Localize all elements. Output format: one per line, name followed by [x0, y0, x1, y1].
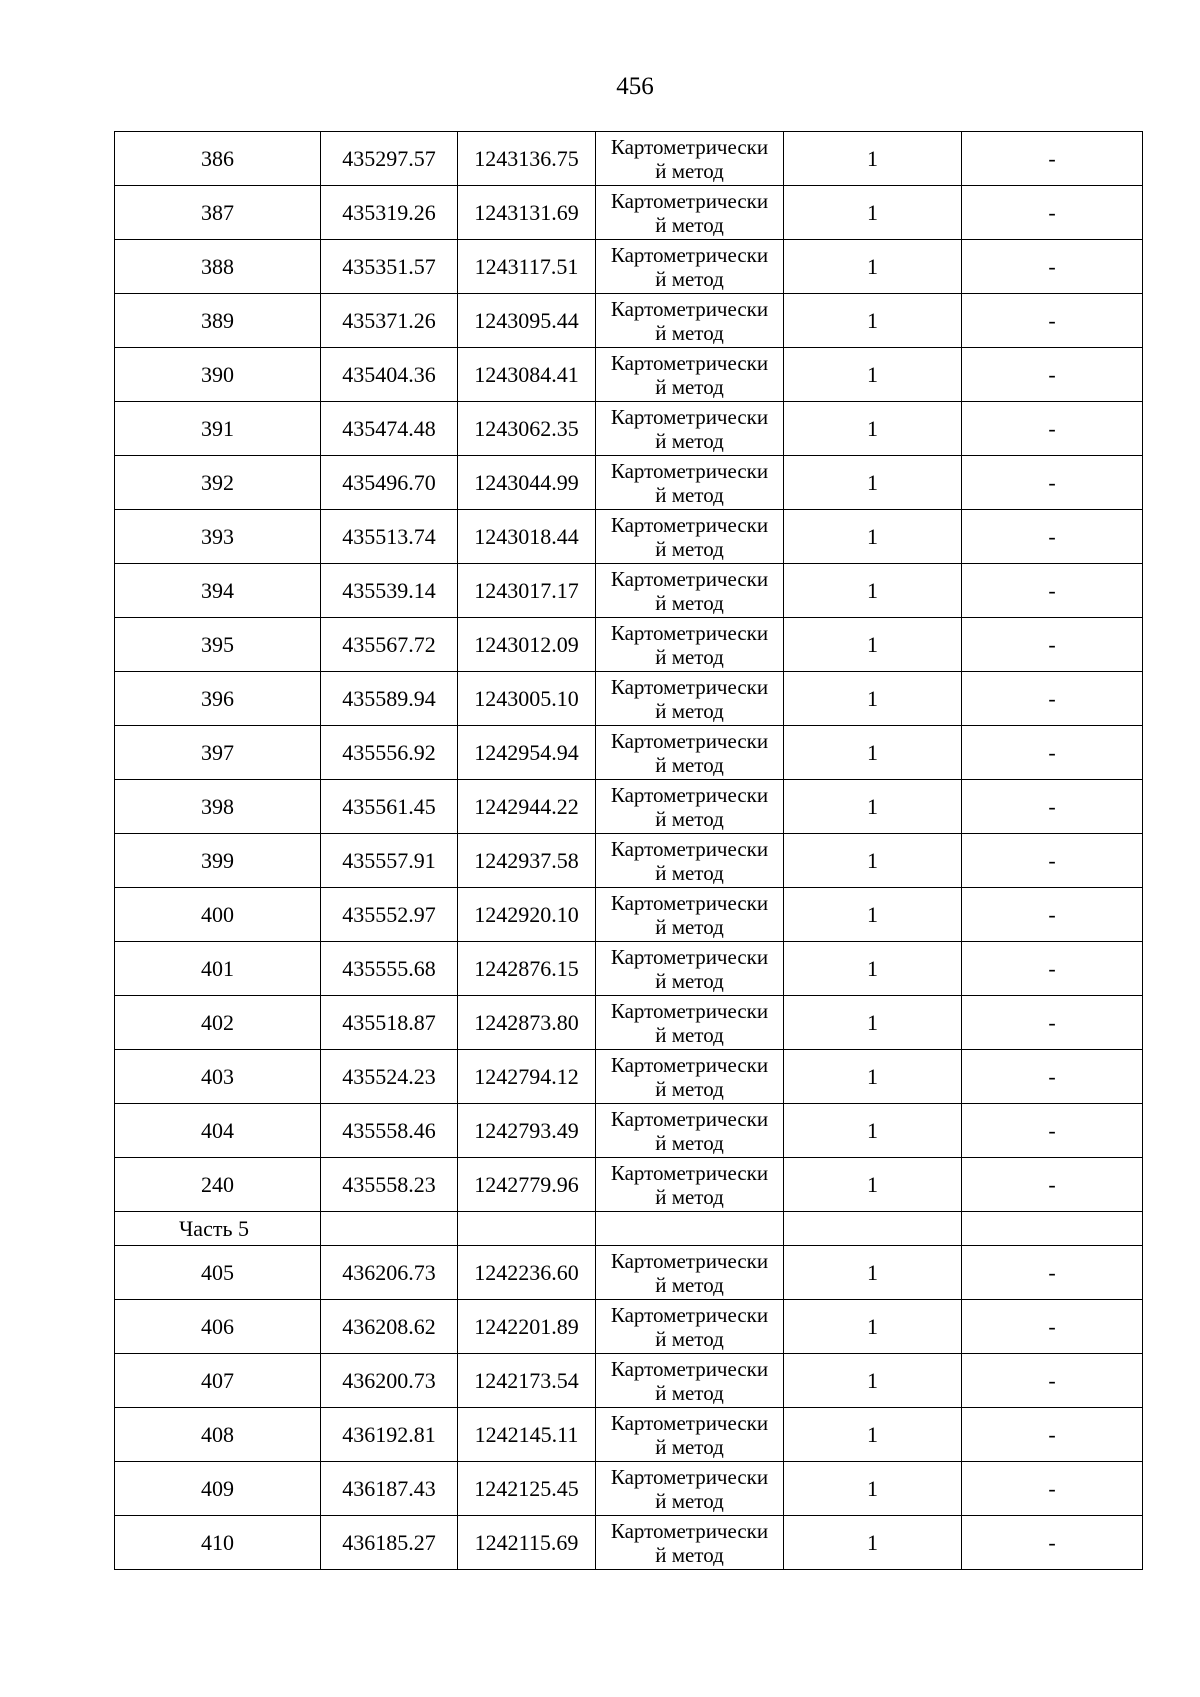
method-cell: [596, 294, 784, 348]
method-line-1: Картометрически: [610, 998, 769, 1023]
table-row: [115, 240, 1143, 294]
method-line-1: Картометрически: [610, 1160, 769, 1185]
y-coordinate-cell: 1242145.11: [458, 1408, 596, 1462]
accuracy-cell: 1: [784, 726, 962, 780]
note-cell: -: [962, 240, 1143, 294]
method-line-2: й метод: [655, 1434, 724, 1459]
method-cell: [596, 780, 784, 834]
method-line-1: Картометрически: [610, 1248, 769, 1273]
note-cell: -: [962, 510, 1143, 564]
method-line-2: й метод: [655, 860, 724, 885]
x-coordinate-cell: 435556.92: [321, 726, 458, 780]
x-coordinate-cell: 436192.81: [321, 1408, 458, 1462]
method-line-1: Картометрически: [610, 458, 769, 483]
method-line-2: й метод: [655, 482, 724, 507]
method-line-1: Картометрически: [610, 188, 769, 213]
method-cell: [596, 1516, 784, 1570]
method-line-2: й метод: [655, 968, 724, 993]
method-line-2: й метод: [655, 644, 724, 669]
method-line-1: Картометрически: [610, 242, 769, 267]
table-row: [115, 1408, 1143, 1462]
x-coordinate-cell: 435567.72: [321, 618, 458, 672]
method-line-2: й метод: [655, 1488, 724, 1513]
x-coordinate-cell: 435539.14: [321, 564, 458, 618]
note-cell: -: [962, 456, 1143, 510]
method-line-1: Картометрически: [610, 1052, 769, 1077]
note-cell: -: [962, 1300, 1143, 1354]
accuracy-cell: 1: [784, 1354, 962, 1408]
method-line-1: Картометрически: [610, 944, 769, 969]
section-row: [115, 1212, 1143, 1246]
method-line-2: й метод: [655, 1542, 724, 1567]
method-line-2: й метод: [655, 536, 724, 561]
note-cell: -: [962, 780, 1143, 834]
point-number-cell: 397: [115, 726, 321, 780]
note-cell: -: [962, 402, 1143, 456]
x-coordinate-cell: 435518.87: [321, 996, 458, 1050]
x-coordinate-cell: 435319.26: [321, 186, 458, 240]
table-row: [115, 1050, 1143, 1104]
note-cell: -: [962, 834, 1143, 888]
table-row: [115, 132, 1143, 186]
accuracy-cell: 1: [784, 510, 962, 564]
accuracy-cell: 1: [784, 942, 962, 996]
point-number-cell: 394: [115, 564, 321, 618]
accuracy-cell: 1: [784, 1462, 962, 1516]
method-line-1: Картометрически: [610, 1464, 769, 1489]
method-line-2: й метод: [655, 806, 724, 831]
method-cell: [596, 1158, 784, 1212]
method-cell: [596, 240, 784, 294]
note-cell: -: [962, 1354, 1143, 1408]
y-coordinate-cell: 1242236.60: [458, 1246, 596, 1300]
accuracy-cell: 1: [784, 294, 962, 348]
x-coordinate-cell: 435589.94: [321, 672, 458, 726]
point-number-cell: 392: [115, 456, 321, 510]
point-number-cell: 386: [115, 132, 321, 186]
note-cell: -: [962, 888, 1143, 942]
method-line-1: Картометрически: [610, 1356, 769, 1381]
x-coordinate-cell: 436187.43: [321, 1462, 458, 1516]
method-line-2: й метод: [655, 374, 724, 399]
point-number-cell: 389: [115, 294, 321, 348]
point-number-cell: 388: [115, 240, 321, 294]
empty-cell: [321, 1212, 458, 1246]
method-cell: [596, 132, 784, 186]
method-cell: [596, 1104, 784, 1158]
x-coordinate-cell: 435513.74: [321, 510, 458, 564]
method-line-1: Картометрически: [610, 1106, 769, 1131]
x-coordinate-cell: 435351.57: [321, 240, 458, 294]
point-number-cell: 387: [115, 186, 321, 240]
accuracy-cell: 1: [784, 1300, 962, 1354]
method-line-2: й метод: [655, 1130, 724, 1155]
x-coordinate-cell: 435371.26: [321, 294, 458, 348]
x-coordinate-cell: 435474.48: [321, 402, 458, 456]
method-line-1: Картометрически: [610, 1410, 769, 1435]
x-coordinate-cell: 435524.23: [321, 1050, 458, 1104]
method-line-2: й метод: [655, 1326, 724, 1351]
table-row: [115, 1104, 1143, 1158]
method-cell: [596, 618, 784, 672]
y-coordinate-cell: 1242937.58: [458, 834, 596, 888]
point-number-cell: 408: [115, 1408, 321, 1462]
note-cell: -: [962, 672, 1143, 726]
accuracy-cell: 1: [784, 240, 962, 294]
y-coordinate-cell: 1243136.75: [458, 132, 596, 186]
accuracy-cell: 1: [784, 456, 962, 510]
method-cell: [596, 1408, 784, 1462]
accuracy-cell: 1: [784, 348, 962, 402]
accuracy-cell: 1: [784, 672, 962, 726]
table-row: [115, 1300, 1143, 1354]
note-cell: -: [962, 618, 1143, 672]
table-row: [115, 1354, 1143, 1408]
method-line-2: й метод: [655, 914, 724, 939]
x-coordinate-cell: 435561.45: [321, 780, 458, 834]
table-row: [115, 456, 1143, 510]
x-coordinate-cell: 435558.46: [321, 1104, 458, 1158]
point-number-cell: 409: [115, 1462, 321, 1516]
table-row: [115, 510, 1143, 564]
method-cell: [596, 456, 784, 510]
y-coordinate-cell: 1242954.94: [458, 726, 596, 780]
page-number: 456: [616, 73, 654, 100]
y-coordinate-cell: 1242944.22: [458, 780, 596, 834]
method-cell: [596, 672, 784, 726]
method-cell: [596, 1246, 784, 1300]
method-line-2: й метод: [655, 1184, 724, 1209]
note-cell: -: [962, 1104, 1143, 1158]
x-coordinate-cell: 435552.97: [321, 888, 458, 942]
table-row: [115, 780, 1143, 834]
y-coordinate-cell: 1243005.10: [458, 672, 596, 726]
method-cell: [596, 510, 784, 564]
note-cell: -: [962, 996, 1143, 1050]
method-line-1: Картометрически: [610, 404, 769, 429]
accuracy-cell: 1: [784, 780, 962, 834]
y-coordinate-cell: 1243131.69: [458, 186, 596, 240]
note-cell: -: [962, 726, 1143, 780]
method-cell: [596, 1354, 784, 1408]
x-coordinate-cell: 435557.91: [321, 834, 458, 888]
y-coordinate-cell: 1242794.12: [458, 1050, 596, 1104]
method-cell: [596, 834, 784, 888]
method-cell: [596, 1050, 784, 1104]
method-cell: [596, 1462, 784, 1516]
point-number-cell: 404: [115, 1104, 321, 1158]
accuracy-cell: 1: [784, 1050, 962, 1104]
table-row: [115, 402, 1143, 456]
accuracy-cell: 1: [784, 1246, 962, 1300]
method-cell: [596, 942, 784, 996]
point-number-cell: 393: [115, 510, 321, 564]
method-cell: [596, 888, 784, 942]
method-cell: [596, 402, 784, 456]
y-coordinate-cell: 1243117.51: [458, 240, 596, 294]
table-row: [115, 618, 1143, 672]
method-cell: [596, 726, 784, 780]
table-body: [115, 132, 1143, 1570]
y-coordinate-cell: 1242115.69: [458, 1516, 596, 1570]
method-line-2: й метод: [655, 1380, 724, 1405]
table-row: [115, 672, 1143, 726]
method-line-1: Картометрически: [610, 890, 769, 915]
accuracy-cell: 1: [784, 186, 962, 240]
table-row: [115, 834, 1143, 888]
y-coordinate-cell: 1243018.44: [458, 510, 596, 564]
y-coordinate-cell: 1242201.89: [458, 1300, 596, 1354]
point-number-cell: 391: [115, 402, 321, 456]
note-cell: -: [962, 1050, 1143, 1104]
x-coordinate-cell: 435404.36: [321, 348, 458, 402]
point-number-cell: 406: [115, 1300, 321, 1354]
method-line-1: Картометрически: [610, 566, 769, 591]
method-cell: [596, 996, 784, 1050]
empty-cell: [962, 1212, 1143, 1246]
table-row: [115, 348, 1143, 402]
x-coordinate-cell: 435496.70: [321, 456, 458, 510]
point-number-cell: 395: [115, 618, 321, 672]
method-line-1: Картометрически: [610, 134, 769, 159]
method-line-2: й метод: [655, 266, 724, 291]
method-line-1: Картометрически: [610, 674, 769, 699]
method-line-1: Картометрически: [610, 1518, 769, 1543]
table-row: [115, 888, 1143, 942]
method-cell: [596, 186, 784, 240]
note-cell: -: [962, 1408, 1143, 1462]
point-number-cell: 396: [115, 672, 321, 726]
method-line-2: й метод: [655, 1022, 724, 1047]
point-number-cell: 410: [115, 1516, 321, 1570]
point-number-cell: 401: [115, 942, 321, 996]
point-number-cell: 405: [115, 1246, 321, 1300]
note-cell: -: [962, 1158, 1143, 1212]
table-row: [115, 942, 1143, 996]
empty-cell: [458, 1212, 596, 1246]
note-cell: -: [962, 942, 1143, 996]
accuracy-cell: 1: [784, 834, 962, 888]
method-line-1: Картометрически: [610, 836, 769, 861]
accuracy-cell: 1: [784, 402, 962, 456]
accuracy-cell: 1: [784, 1516, 962, 1570]
y-coordinate-cell: 1243044.99: [458, 456, 596, 510]
accuracy-cell: 1: [784, 1104, 962, 1158]
method-line-1: Картометрически: [610, 620, 769, 645]
y-coordinate-cell: 1243017.17: [458, 564, 596, 618]
y-coordinate-cell: 1242873.80: [458, 996, 596, 1050]
x-coordinate-cell: 436208.62: [321, 1300, 458, 1354]
x-coordinate-cell: 436200.73: [321, 1354, 458, 1408]
accuracy-cell: 1: [784, 132, 962, 186]
method-line-1: Картометрически: [610, 1302, 769, 1327]
note-cell: -: [962, 294, 1143, 348]
method-line-1: Картометрически: [610, 512, 769, 537]
accuracy-cell: 1: [784, 1158, 962, 1212]
method-cell: [596, 1300, 784, 1354]
y-coordinate-cell: 1243012.09: [458, 618, 596, 672]
method-line-1: Картометрически: [610, 728, 769, 753]
empty-cell: [784, 1212, 962, 1246]
method-line-1: Картометрически: [610, 350, 769, 375]
table-row: [115, 564, 1143, 618]
accuracy-cell: 1: [784, 618, 962, 672]
point-number-cell: 407: [115, 1354, 321, 1408]
note-cell: -: [962, 186, 1143, 240]
method-line-2: й метод: [655, 158, 724, 183]
accuracy-cell: 1: [784, 1408, 962, 1462]
note-cell: -: [962, 1462, 1143, 1516]
y-coordinate-cell: 1242793.49: [458, 1104, 596, 1158]
point-number-cell: 402: [115, 996, 321, 1050]
point-number-cell: 390: [115, 348, 321, 402]
method-line-1: Картометрически: [610, 782, 769, 807]
note-cell: -: [962, 1246, 1143, 1300]
method-line-2: й метод: [655, 212, 724, 237]
point-number-cell: 403: [115, 1050, 321, 1104]
table-row: [115, 726, 1143, 780]
table-row: [115, 294, 1143, 348]
accuracy-cell: 1: [784, 996, 962, 1050]
table-row: [115, 1246, 1143, 1300]
y-coordinate-cell: 1243062.35: [458, 402, 596, 456]
accuracy-cell: 1: [784, 564, 962, 618]
accuracy-cell: 1: [784, 888, 962, 942]
x-coordinate-cell: 436185.27: [321, 1516, 458, 1570]
point-number-cell: 240: [115, 1158, 321, 1212]
coordinates-table: [114, 131, 1143, 1570]
x-coordinate-cell: 435297.57: [321, 132, 458, 186]
x-coordinate-cell: 436206.73: [321, 1246, 458, 1300]
x-coordinate-cell: 435558.23: [321, 1158, 458, 1212]
method-cell: [596, 348, 784, 402]
table-row: [115, 1516, 1143, 1570]
x-coordinate-cell: 435555.68: [321, 942, 458, 996]
y-coordinate-cell: 1242876.15: [458, 942, 596, 996]
y-coordinate-cell: 1243084.41: [458, 348, 596, 402]
point-number-cell: 400: [115, 888, 321, 942]
empty-cell: [596, 1212, 784, 1246]
note-cell: -: [962, 564, 1143, 618]
method-cell: [596, 564, 784, 618]
method-line-2: й метод: [655, 590, 724, 615]
y-coordinate-cell: 1243095.44: [458, 294, 596, 348]
method-line-2: й метод: [655, 1272, 724, 1297]
y-coordinate-cell: 1242173.54: [458, 1354, 596, 1408]
method-line-2: й метод: [655, 428, 724, 453]
point-number-cell: 399: [115, 834, 321, 888]
note-cell: -: [962, 1516, 1143, 1570]
y-coordinate-cell: 1242920.10: [458, 888, 596, 942]
note-cell: -: [962, 132, 1143, 186]
method-line-2: й метод: [655, 752, 724, 777]
table-row: [115, 1462, 1143, 1516]
method-line-2: й метод: [655, 320, 724, 345]
note-cell: -: [962, 348, 1143, 402]
method-line-2: й метод: [655, 1076, 724, 1101]
section-label: Часть 5: [115, 1212, 321, 1246]
table-row: [115, 1158, 1143, 1212]
y-coordinate-cell: 1242779.96: [458, 1158, 596, 1212]
method-line-2: й метод: [655, 698, 724, 723]
point-number-cell: 398: [115, 780, 321, 834]
method-line-1: Картометрически: [610, 296, 769, 321]
table-row: [115, 996, 1143, 1050]
y-coordinate-cell: 1242125.45: [458, 1462, 596, 1516]
table-row: [115, 186, 1143, 240]
